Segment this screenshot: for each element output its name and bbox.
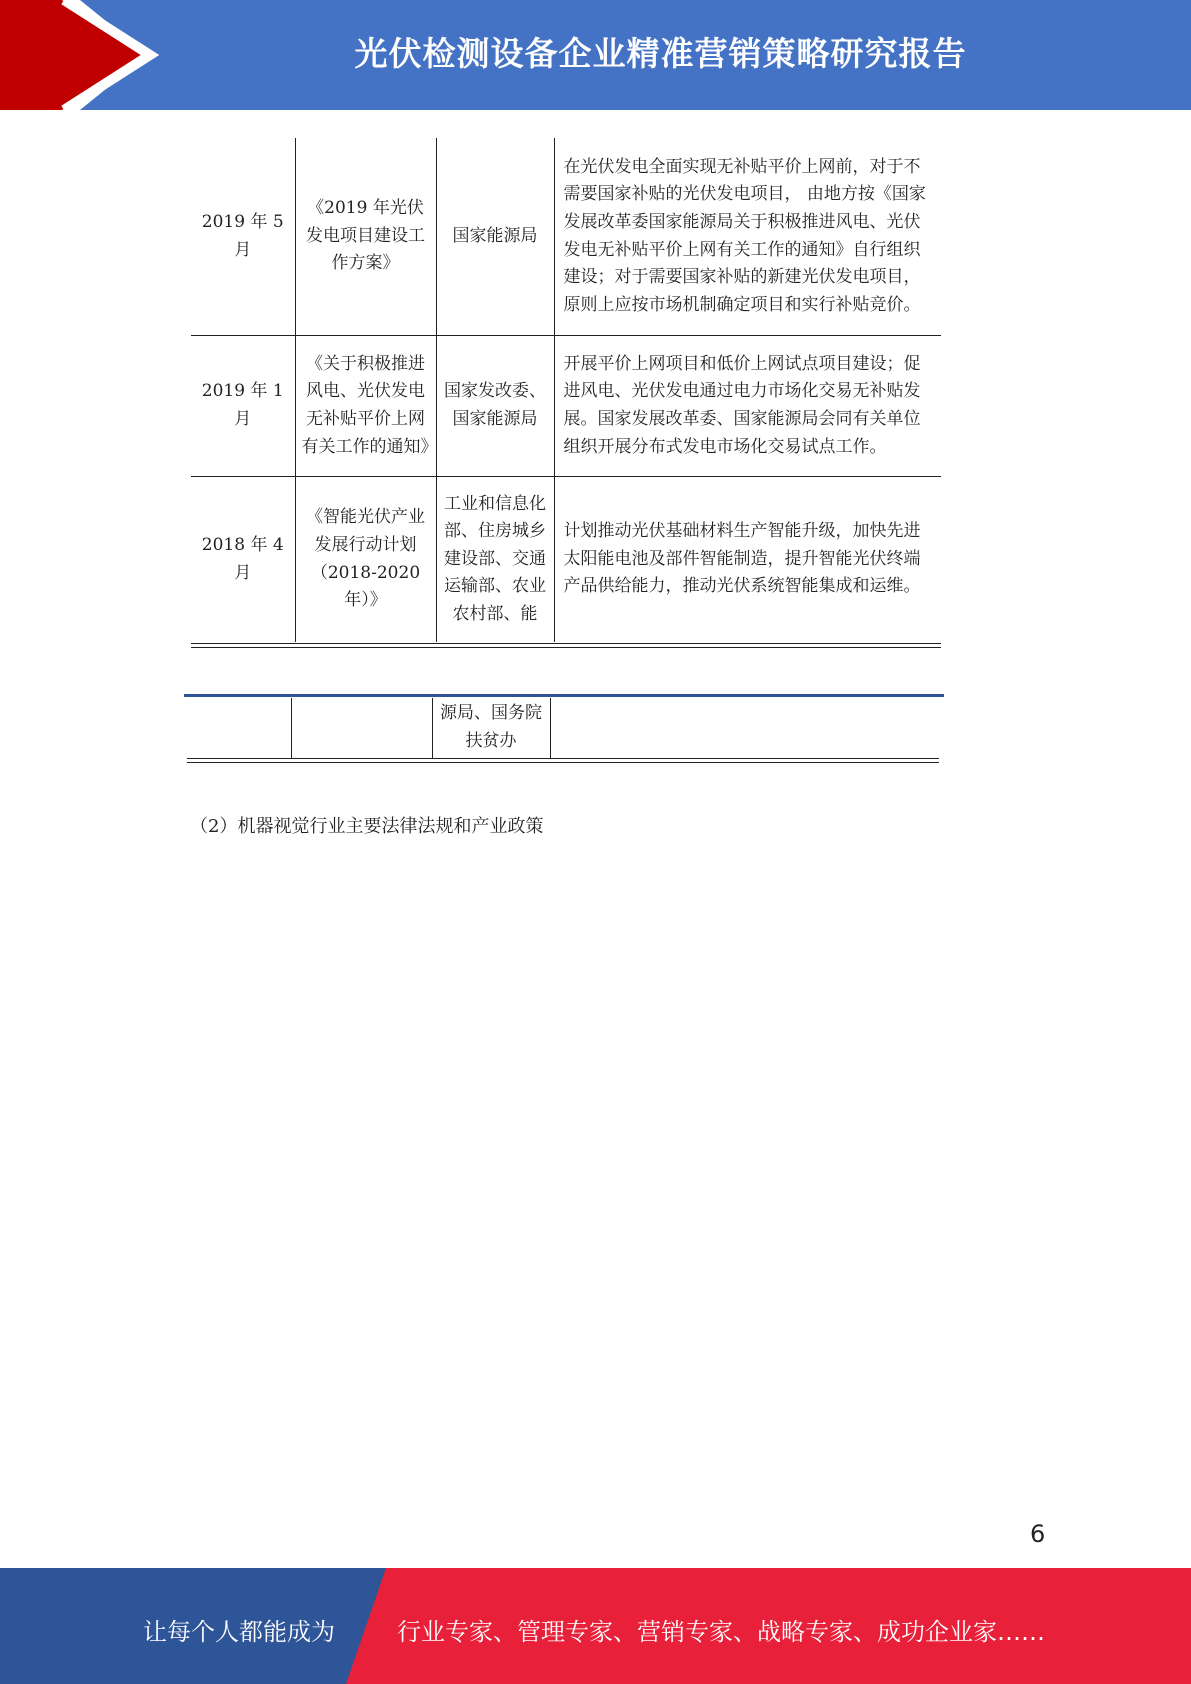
table-row	[191, 477, 941, 643]
footer-slogan-right: 行业专家、管理专家、营销专家、战略专家、成功企业家……	[397, 1618, 1045, 1646]
cell-document: 《智能光伏产业发展行动计划（2018-2020 年）》	[295, 477, 436, 643]
page-break-line	[184, 694, 944, 697]
cell-date: 2018 年 4 月	[191, 477, 295, 643]
cell-issuer: 源局、国务院扶贫办	[432, 698, 550, 758]
policy-table-continuation	[187, 698, 939, 758]
cell-content: 在光伏发电全面实现无补贴平价上网前，对于不需要国家补贴的光伏发电项目， 由地方按《国家发展改革委国家能源局关于积极推进风电、光伏发电无补贴平价上网有关工作的通知》自行组织建设；对于需要国家补贴的新建光伏发电项目，原则上应按市场机制确定项目和实行补贴竞价。	[554, 138, 941, 336]
section-heading: （2）机器视觉行业主要法律法规和产业政策	[190, 816, 544, 837]
table-row	[187, 698, 939, 758]
cell-date	[187, 698, 291, 758]
cell-issuer: 国家发改委、国家能源局	[436, 336, 554, 477]
page-number: 6	[1030, 1520, 1046, 1548]
cell-date: 2019 年 1 月	[191, 336, 295, 477]
page-footer	[0, 1568, 1191, 1684]
cell-issuer: 工业和信息化部、住房城乡建设部、交通运输部、农业农村部、能	[436, 477, 554, 643]
continuation-bottom-rule	[187, 758, 939, 763]
cell-date: 2019 年 5 月	[191, 138, 295, 336]
report-title: 光伏检测设备企业精准营销策略研究报告	[354, 34, 967, 73]
cell-issuer: 国家能源局	[436, 138, 554, 336]
cell-content	[550, 698, 939, 758]
policy-table	[191, 138, 941, 642]
cell-document	[291, 698, 432, 758]
footer-slogan-left: 让每个人都能成为	[143, 1618, 335, 1646]
cell-content: 计划推动光伏基础材料生产智能升级，加快先进太阳能电池及部件智能制造，提升智能光伏终端产品供给能力，推动光伏系统智能集成和运维。	[554, 477, 941, 643]
cell-document: 《关于积极推进风电、光伏发电无补贴平价上网有关工作的通知》	[295, 336, 436, 477]
header-arrow-graphic	[0, 0, 170, 110]
cell-document: 《2019 年光伏发电项目建设工作方案》	[295, 138, 436, 336]
table-row	[191, 138, 941, 336]
page-header	[0, 0, 1191, 110]
cell-content: 开展平价上网项目和低价上网试点项目建设；促进风电、光伏发电通过电力市场化交易无补贴发展。国家发展改革委、国家能源局会同有关单位组织开展分布式发电市场化交易试点工作。	[554, 336, 941, 477]
table-bottom-rule	[191, 643, 941, 648]
table-row	[191, 336, 941, 477]
